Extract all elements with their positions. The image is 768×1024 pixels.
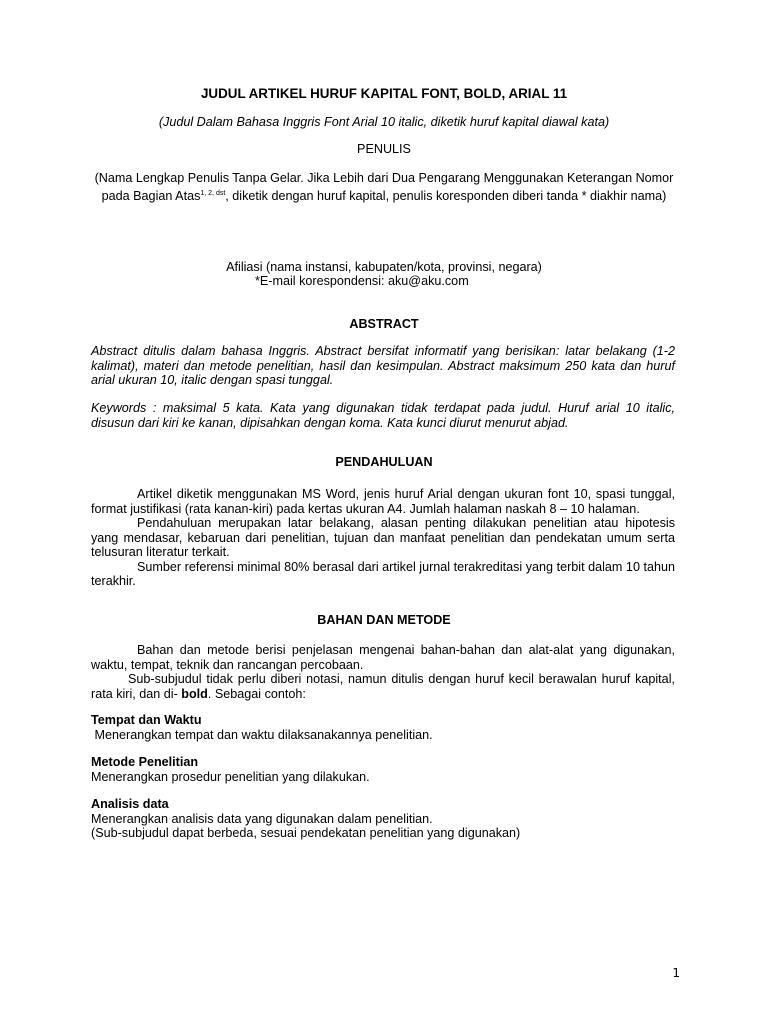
subsection-heading: Metode Penelitian: [91, 755, 199, 769]
abstract-heading: ABSTRACT: [349, 317, 419, 331]
subsection-heading: Tempat dan Waktu: [91, 713, 202, 727]
page-number: 1: [672, 966, 680, 980]
author-note: [88, 170, 680, 205]
affiliation: Afiliasi (nama instansi, kabupaten/kota, provinsi, negara): [226, 260, 542, 274]
methods-paragraph-2: [91, 672, 675, 701]
subsection-heading: Analisis data: [91, 797, 169, 811]
intro-paragraph-1: Artikel diketik menggunakan MS Word, jenis huruf Arial dengan ukuran font 10, spasi tunggal, format justifikasi (rata kanan-kiri) pada kertas ukuran A4. Jumlah halaman naskah 8 – 10 halaman.: [91, 487, 675, 516]
methods-heading: BAHAN DAN METODE: [317, 613, 451, 627]
article-title: JUDUL ARTIKEL HURUF KAPITAL FONT, BOLD, ARIAL 11: [200, 86, 568, 101]
methods-paragraph-1: Bahan dan metode berisi penjelasan mengenai bahan-bahan dan alat-alat yang digunakan, waktu, tempat, teknik dan rancangan percobaan.: [91, 643, 675, 672]
subsection-metode: [91, 755, 675, 784]
keywords-text: Keywords : maksimal 5 kata. Kata yang digunakan tidak terdapat pada judul. Huruf arial 10 italic, disusun dari kiri ke kanan, dipisahkan dengan koma. Kata kunci diurut menurut abjad.: [91, 401, 675, 430]
author-note-part1: (Nama Lengkap Penulis Tanpa Gelar. Jika Lebih dari Dua Pengarang Menggunakan Keterangan Nomor pada Bagian Atas: [94, 171, 674, 203]
intro-heading: PENDAHULUAN: [335, 455, 433, 469]
subsection-note: (Sub-subjudul dapat berbeda, sesuai pendekatan penelitian yang digunakan): [91, 826, 521, 840]
methods-paragraph-2-bold: bold: [181, 686, 208, 701]
subsection-analisis: [91, 797, 675, 841]
author-note-part2: , diketik dengan huruf kapital, penulis koresponden diberi tanda * diakhir nama): [225, 188, 667, 203]
correspondence-email: *E-mail korespondensi: aku@aku.com: [255, 274, 469, 288]
article-subtitle: (Judul Dalam Bahasa Inggris Font Arial 10 italic, diketik huruf kapital diawal kata): [158, 115, 610, 129]
author-note-superscript: 1, 2, dst: [200, 189, 226, 197]
abstract-text: Abstract ditulis dalam bahasa Inggris. Abstract bersifat informatif yang berisikan: latar belakang (1-2 kalimat), materi dan metode penelitian, hasil dan kesimpulan. Abstract maksimum 250 kata dan huruf arial ukuran 10, italic dengan spasi tunggal.: [91, 344, 675, 387]
methods-paragraph-2-text: Sub-subjudul tidak perlu diberi notasi, namun ditulis dengan huruf kecil berawalan huruf kapital, rata kiri, dan di-: [91, 672, 675, 701]
author-heading: PENULIS: [357, 142, 411, 156]
subsection-tempat: [91, 713, 675, 742]
intro-paragraph-3: Sumber referensi minimal 80% berasal dari artikel jurnal terakreditasi yang terbit dalam 10 tahun terakhir.: [91, 559, 675, 588]
intro-paragraph-2: Pendahuluan merupakan latar belakang, alasan penting dilakukan penelitian atau hipotesis yang mendasar, kebaruan dari penelitian, tujuan dan manfaat penelitian dan pendekatan umum serta telusuran literatur terkait.: [91, 516, 675, 559]
methods-paragraph-2-end: . Sebagai contoh:: [207, 686, 306, 701]
subsection-text: Menerangkan tempat dan waktu dilaksanakannya penelitian.: [91, 727, 433, 742]
subsection-text: Menerangkan analisis data yang digunakan dalam penelitian.: [91, 811, 433, 826]
subsection-text: Menerangkan prosedur penelitian yang dilakukan.: [91, 769, 370, 784]
methods-section: [91, 643, 675, 701]
intro-section: [91, 487, 675, 589]
